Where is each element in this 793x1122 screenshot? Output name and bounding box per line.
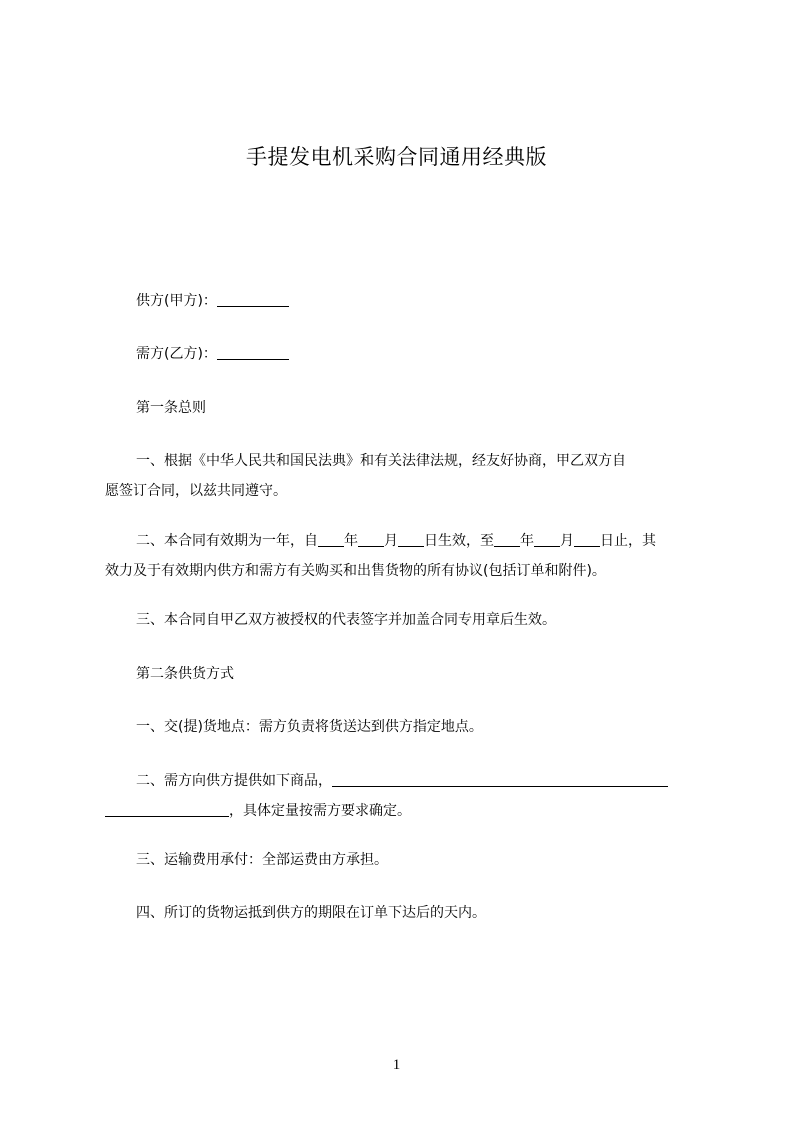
goods-suffix: ，具体定量按需方要求确定。 bbox=[229, 803, 411, 819]
buyer-line bbox=[105, 339, 732, 369]
article1-item1-line2: 愿签订合同，以兹共同遵守。 bbox=[105, 483, 287, 499]
article2-item1: 一、交(提)货地点：需方负责将货送达到供方指定地点。 bbox=[136, 719, 483, 735]
start-day-blank bbox=[398, 530, 424, 547]
article2-item2-line1 bbox=[105, 766, 701, 796]
buyer-blank bbox=[217, 343, 289, 360]
article2-item3: 三、运输费用承付：全部运费由方承担。 bbox=[136, 852, 388, 868]
item2-day-label: 日生效，至 bbox=[424, 533, 494, 549]
end-year-blank bbox=[494, 530, 520, 547]
item2-end-month-label: 月 bbox=[560, 533, 574, 549]
article2-item2 bbox=[105, 766, 701, 826]
article2-heading: 第二条供货方式 bbox=[136, 666, 234, 682]
goods-blank-line2 bbox=[105, 800, 229, 817]
item2-prefix: 二、本合同有效期为一年，自 bbox=[136, 533, 318, 549]
article1-item2-line2: 效力及于有效期内供方和需方有关购买和出售货物的所有协议(包括订单和附件)。 bbox=[105, 563, 606, 579]
article1-heading: 第一条总则 bbox=[136, 400, 206, 416]
start-month-blank bbox=[358, 530, 384, 547]
end-day-blank bbox=[574, 530, 600, 547]
supplier-blank bbox=[217, 290, 289, 307]
end-month-blank bbox=[534, 530, 560, 547]
start-year-blank bbox=[318, 530, 344, 547]
article1-item1 bbox=[105, 446, 701, 506]
article1-item3: 三、本合同自甲乙双方被授权的代表签字并加盖合同专用章后生效。 bbox=[136, 612, 556, 628]
article2-item2-line2 bbox=[105, 796, 701, 826]
goods-prefix: 二、需方向供方提供如下商品， bbox=[136, 773, 332, 789]
document-title: 手提发电机采购合同通用经典版 bbox=[246, 145, 547, 169]
goods-blank-line1 bbox=[332, 770, 668, 787]
item2-month-label: 月 bbox=[384, 533, 398, 549]
article2-item4: 四、所订的货物运抵到供方的期限在订单下达后的天内。 bbox=[136, 905, 486, 921]
item2-end-day-label: 日止，其 bbox=[600, 533, 656, 549]
page-number: 1 bbox=[392, 1057, 401, 1073]
buyer-label: 需方(乙方)： bbox=[136, 346, 217, 362]
article1-item1-line1: 一、根据《中华人民共和国民法典》和有关法律法规，经友好协商，甲乙双方自 bbox=[136, 453, 626, 469]
supplier-label: 供方(甲方)： bbox=[136, 293, 217, 309]
article1-item2 bbox=[105, 526, 701, 586]
supplier-line bbox=[105, 286, 732, 316]
item2-end-year-label: 年 bbox=[520, 533, 534, 549]
article1-item2-line1 bbox=[105, 526, 701, 556]
item2-year-label: 年 bbox=[344, 533, 358, 549]
